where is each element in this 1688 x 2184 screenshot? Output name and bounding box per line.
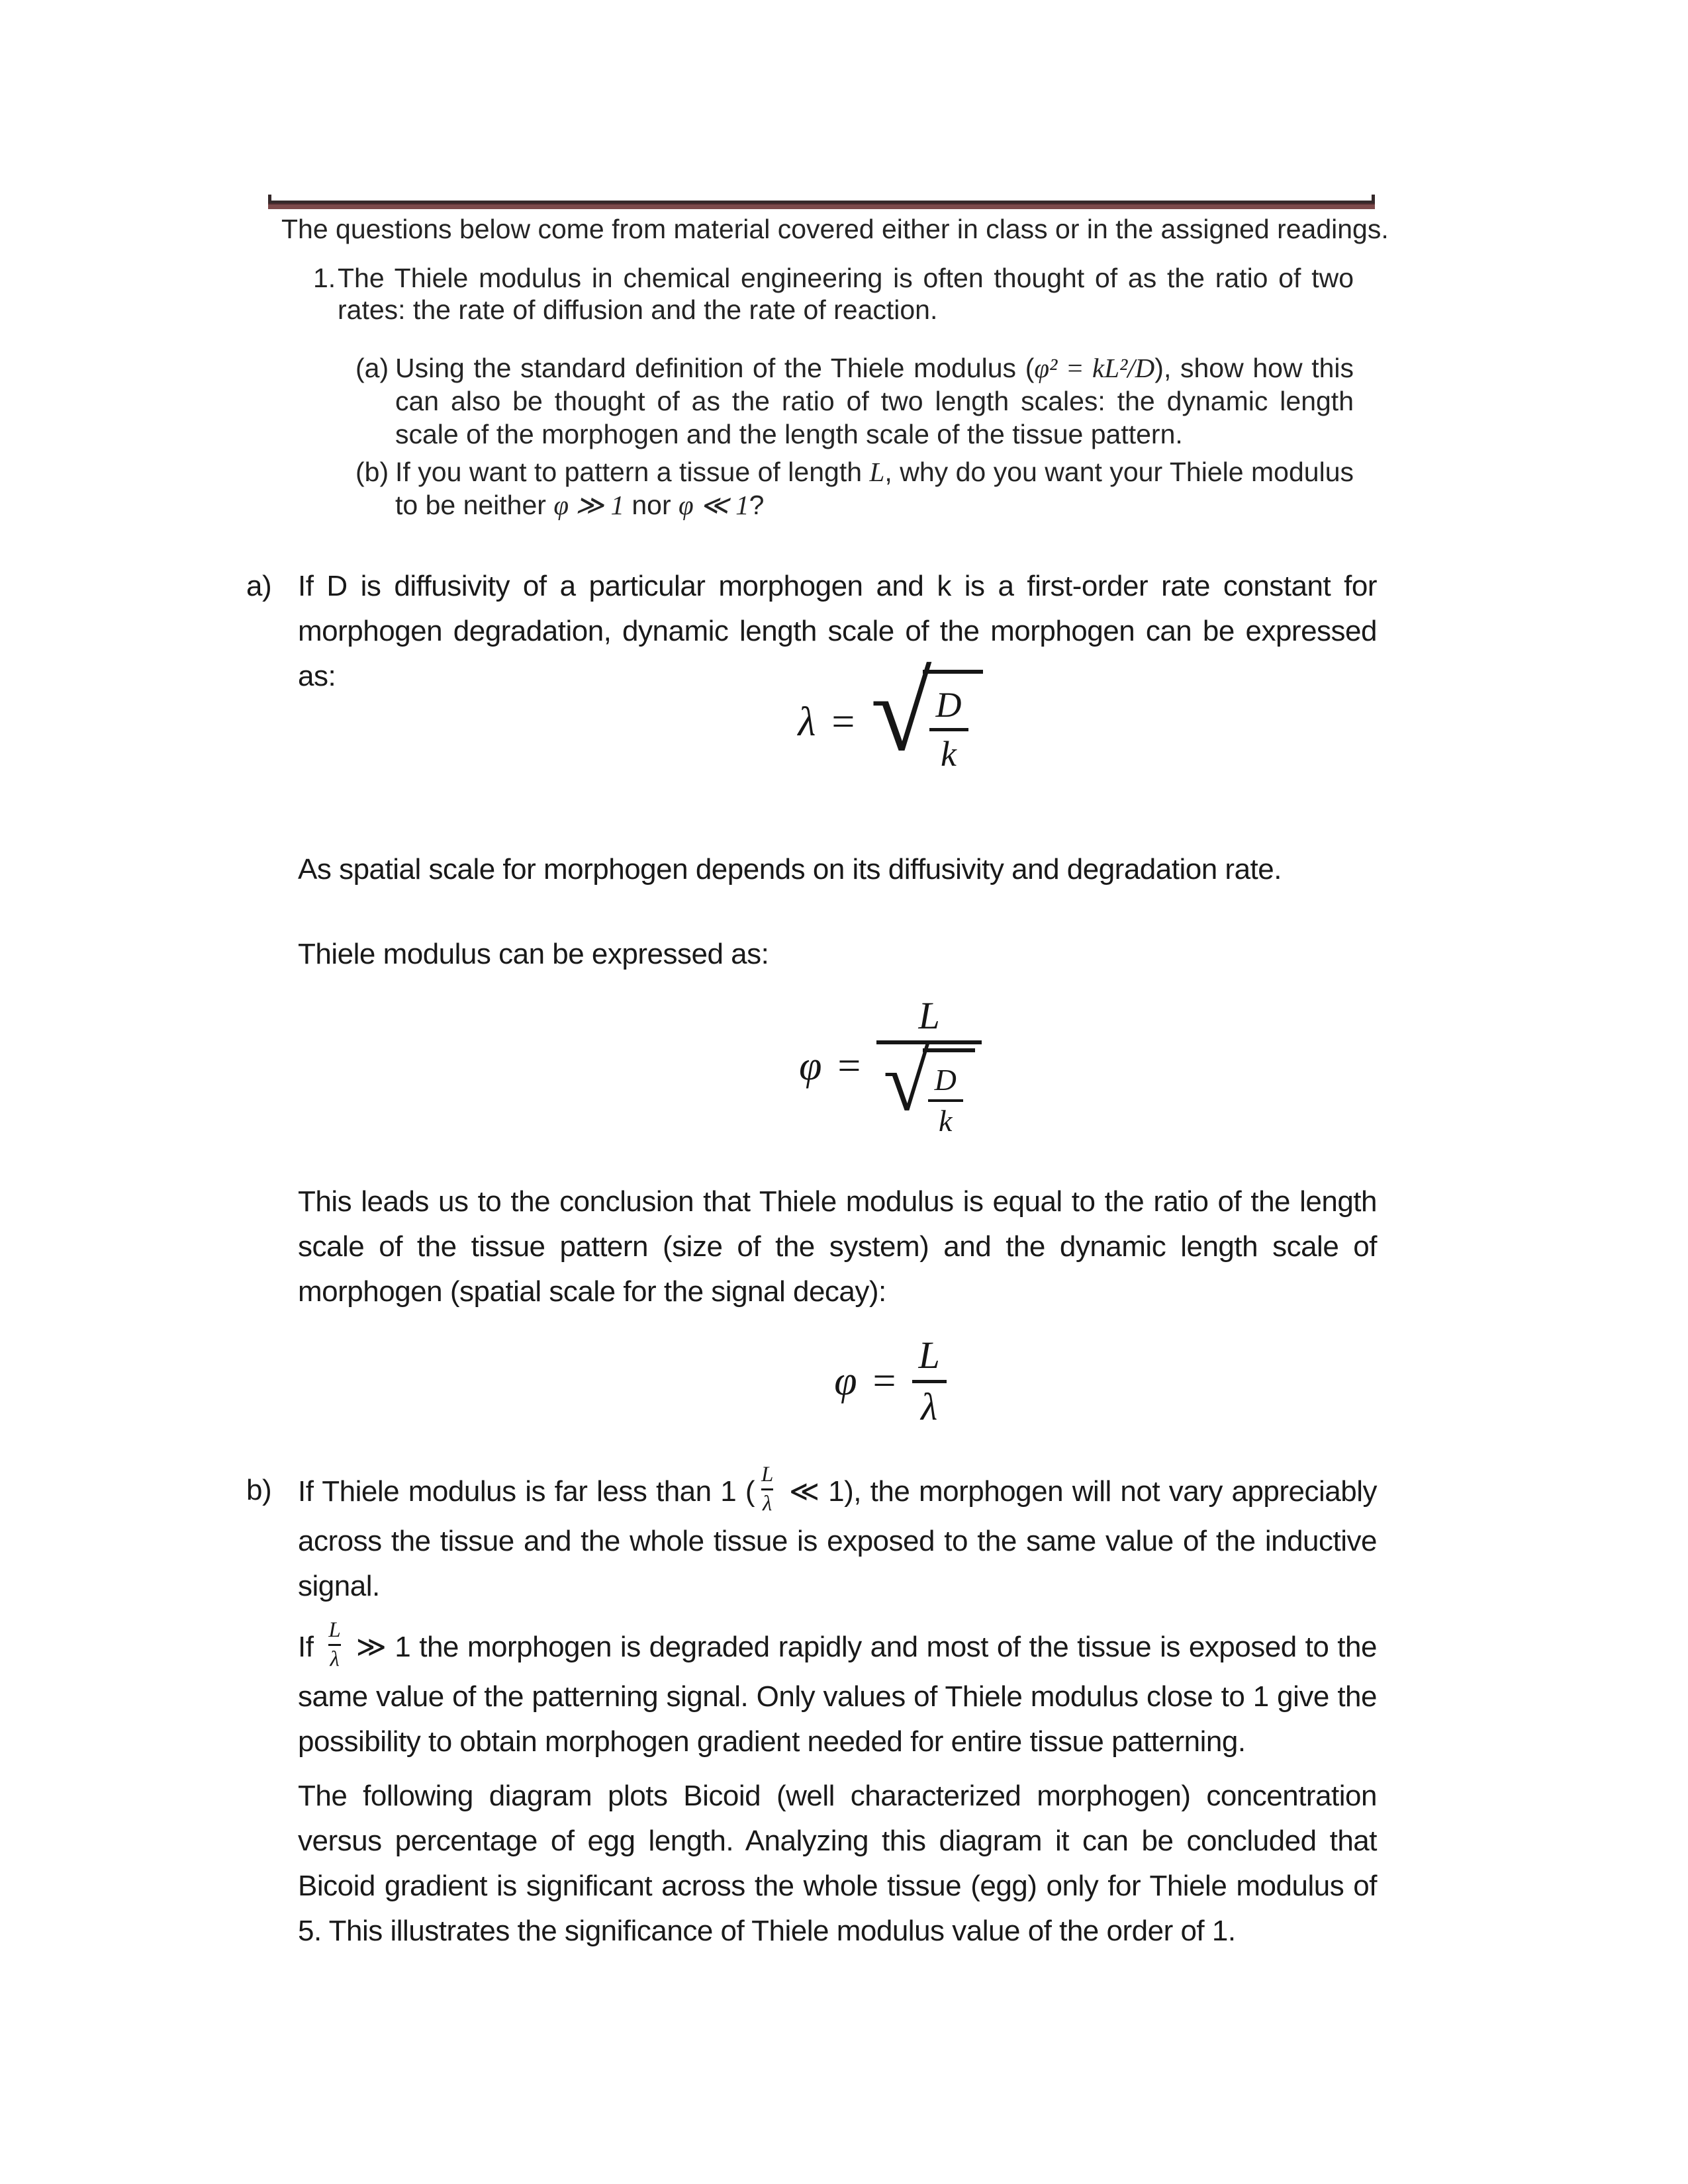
lambda-symbol: λ <box>798 700 816 745</box>
fraction-numerator: L <box>328 1618 341 1642</box>
item-b-seg2: , why do you want your Thiele modulus to be neither <box>395 457 1354 520</box>
question-box-top-border <box>268 195 1375 209</box>
question-intro: The questions below come from material covered either in class or in the assigned readings. <box>281 214 1389 244</box>
item-b-seg3: nor <box>624 490 679 520</box>
fraction-numerator: L <box>918 1334 940 1377</box>
item-b-seg1: If you want to pattern a tissue of length <box>395 457 870 487</box>
phi-symbol: φ <box>834 1358 857 1404</box>
equals-sign: = <box>872 1358 896 1404</box>
item-b-label: (b) <box>355 457 389 487</box>
item-b-text <box>395 455 1354 522</box>
item-a-text-pre: Using the standard definition of the Thiele modulus ( <box>395 353 1035 383</box>
fraction-numerator: L <box>761 1463 774 1486</box>
equals-sign: = <box>831 700 855 745</box>
phi-much-less-1: φ ≪ 1 <box>679 490 749 520</box>
fraction-numerator: D <box>934 1062 957 1097</box>
fraction-numerator: L <box>918 994 940 1037</box>
thiele-modulus-formula-inline: φ² = kL²/D <box>1034 353 1155 383</box>
question-item-b <box>355 455 1354 522</box>
paragraph-1-post: ≪ 1), the morphogen will not vary appreciably across the tissue and the whole tissue is exposed to the same value of the inductive signal. <box>298 1475 1378 1602</box>
question-item-a <box>355 351 1354 451</box>
phi-much-greater-1: φ ≫ 1 <box>553 490 624 520</box>
fraction-L-over-sqrt <box>876 996 981 1137</box>
paragraph-2-pre: If <box>298 1631 322 1664</box>
inline-fraction-L-over-lambda <box>328 1619 340 1670</box>
answer-a-label: a) <box>246 570 272 602</box>
paragraph-1-pre: If Thiele modulus is far less than 1 ( <box>298 1475 755 1508</box>
fraction-denominator: λ <box>763 1492 773 1516</box>
inline-fraction-L-over-lambda <box>761 1464 773 1515</box>
item-1-text: The Thiele modulus in chemical engineering is often thought of as the ratio of two rates: the rate of diffusion and the rate of reaction. <box>338 263 1354 325</box>
answer-a-paragraph-1: If D is diffusivity of a particular morphogen and k is a first-order rate constant for morphogen degradation, dynamic length scale of the morphogen can be expressed as: <box>298 570 1377 692</box>
fraction-D-over-k <box>928 1064 963 1138</box>
fraction-D-over-k <box>929 686 968 772</box>
item-a-text-post: ), show how this can also be thought of as the ratio of two length scales: the dynamic length scale of the morphogen and the length scale of the tissue pattern. <box>395 353 1354 449</box>
item-a-label: (a) <box>355 353 389 383</box>
equation-thiele-modulus <box>351 996 1430 1137</box>
fraction-bar <box>761 1488 773 1490</box>
box-border-black-line <box>268 195 1375 203</box>
item-b-seg4: ? <box>749 490 765 520</box>
fraction-denominator: k <box>941 733 957 774</box>
fraction-bar <box>912 1380 947 1383</box>
radical <box>870 651 982 776</box>
answer-b-label: b) <box>246 1474 272 1506</box>
answer-a-paragraph-4: This leads us to the conclusion that Thiele modulus is equal to the ratio of the length scale of the tissue pattern (size of the system) and the dynamic length scale of morphogen (spatial scale for the signal decay): <box>298 1185 1377 1308</box>
fraction-bar <box>929 728 968 731</box>
fraction-denominator: λ <box>921 1385 938 1428</box>
equation-phi-L-over-lambda <box>351 1336 1430 1428</box>
fraction-bar <box>928 1099 963 1102</box>
equation-dynamic-length-scale <box>351 651 1430 776</box>
answer-b-section <box>246 1463 1378 1954</box>
fraction-denominator: k <box>939 1104 953 1138</box>
fraction-bar <box>328 1644 340 1646</box>
radical-sign: √ <box>883 1034 930 1128</box>
answer-b-paragraph-1 <box>298 1463 1378 1609</box>
paragraph-2-post: ≫ 1 the morphogen is degraded rapidly and most of the tissue is exposed to the same value of the patterning signal. Only values of Thiele modulus close to 1 give the possibility to obtain morphogen gradient needed for entire tissue patterning. <box>298 1631 1377 1758</box>
item-a-text <box>395 351 1354 451</box>
fraction-L-over-lambda <box>912 1336 947 1428</box>
answer-a-paragraph-2: As spatial scale for morphogen depends on its diffusivity and degradation rate. <box>298 853 1282 886</box>
answer-b-content <box>298 1463 1378 1954</box>
fraction-denominator <box>876 1034 981 1138</box>
question-item-1 <box>313 262 1354 326</box>
length-L-symbol: L <box>869 457 885 487</box>
answer-b-paragraph-2 <box>298 1618 1377 1764</box>
fraction-numerator: D <box>935 685 962 725</box>
fraction-denominator: λ <box>330 1647 340 1671</box>
radical <box>883 1034 974 1138</box>
radical-sign: √ <box>870 651 932 774</box>
radical-content <box>923 1048 975 1138</box>
item-1-number: 1. <box>313 263 336 293</box>
phi-symbol: φ <box>799 1044 822 1089</box>
box-border-maroon-line <box>268 203 1375 209</box>
equals-sign: = <box>837 1044 861 1089</box>
answer-a-paragraph-3: Thiele modulus can be expressed as: <box>298 938 769 970</box>
answer-b-paragraph-3: The following diagram plots Bicoid (well characterized morphogen) concentration versus percentage of egg length. Analyzing this diagram it can be concluded that Bicoid gradient is significant across the whole tissue (egg) only for Thiele modulus of 5. This illustrates the significance of Thiele modulus value of the order of 1. <box>298 1780 1377 1947</box>
